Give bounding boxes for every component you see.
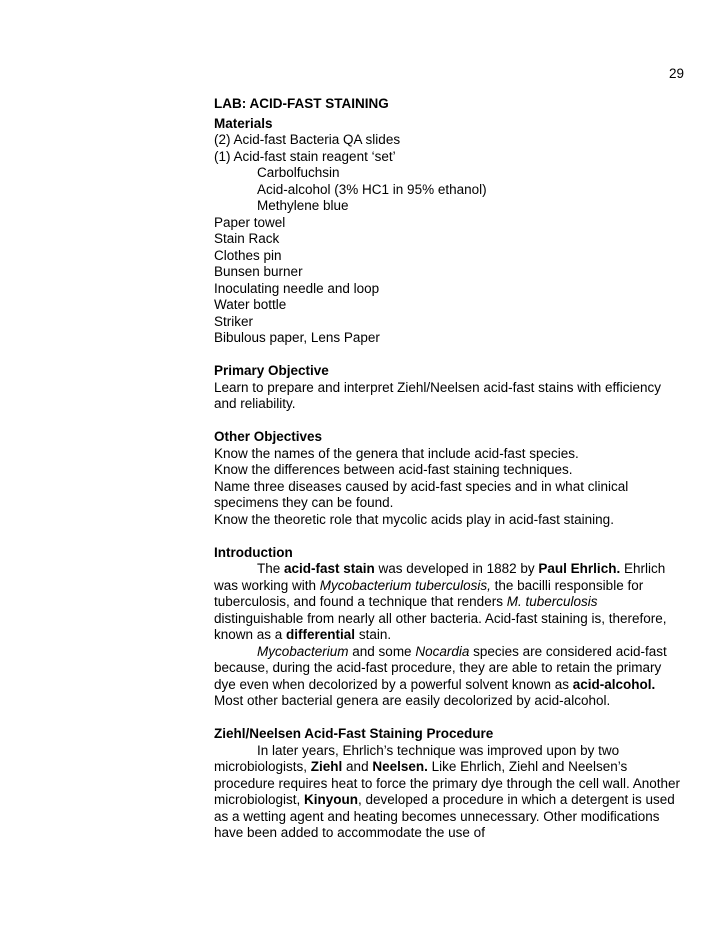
procedure-paragraph-1 <box>214 743 684 842</box>
introduction-paragraph-1 <box>214 561 684 644</box>
materials-item: Bibulous paper, Lens Paper <box>214 330 380 345</box>
lab-title: LAB: ACID-FAST STAINING <box>214 96 389 111</box>
procedure-heading: Ziehl/Neelsen Acid-Fast Staining Procedure <box>214 726 494 741</box>
intro-text: distinguishable from nearly all other bacteria. Acid-fast staining is, therefore, known as a <box>214 610 667 642</box>
introduction-paragraph-2 <box>214 644 684 710</box>
procedure-text: and <box>342 759 373 774</box>
intro-person: Paul Ehrlich. <box>538 561 621 576</box>
intro-text: species are considered acid-fast because, during the acid-fast procedure, they are able to retain the primary dye even when decolorized by a powerful solvent known as <box>214 643 667 692</box>
procedure-text: In later years, Ehrlich’s technique was improved upon by two microbiologists, <box>214 742 620 774</box>
materials-item: (1) Acid-fast stain reagent ‘set’ <box>214 148 396 164</box>
intro-species: Mycobacterium tuberculosis, <box>319 577 491 593</box>
intro-term: acid-fast stain <box>284 561 375 576</box>
page-number: 29 <box>668 66 684 81</box>
materials-item: Paper towel <box>214 214 286 230</box>
procedure-text: , developed a procedure in which a detergent is used as a wetting agent and heating becomes unnecessary. Other modifications have been added to accommodate the use of <box>214 792 675 840</box>
primary-objective-text: Learn to prepare and interpret Ziehl/Neelsen acid-fast stains with efficiency and reliability. <box>214 379 661 411</box>
introduction-heading: Introduction <box>214 544 293 560</box>
other-objectives-heading: Other Objectives <box>214 429 323 444</box>
materials-item: (2) Acid-fast Bacteria QA slides <box>214 132 401 147</box>
intro-text: stain. <box>355 627 392 642</box>
reagent-item: Methylene blue <box>257 198 349 213</box>
objective-item: Name three diseases caused by acid-fast species and in what clinical specimens they can be found. <box>214 478 629 510</box>
reagent-item: Carbolfuchsin <box>257 165 340 180</box>
intro-genus: Mycobacterium <box>257 643 349 659</box>
procedure-person: Kinyoun <box>304 792 359 807</box>
primary-objective-heading: Primary Objective <box>214 363 329 378</box>
materials-item: Inoculating needle and loop <box>214 280 380 296</box>
intro-text: Most other bacterial genera are easily decolorized by acid-alcohol. <box>214 693 611 708</box>
materials-item: Clothes pin <box>214 247 282 263</box>
procedure-person: Ziehl <box>310 759 343 774</box>
objective-item: Know the differences between acid-fast staining techniques. <box>214 462 573 477</box>
intro-text: was developed in 1882 by <box>374 561 539 576</box>
materials-item: Bunsen burner <box>214 264 303 279</box>
intro-genus: Nocardia <box>415 643 470 659</box>
objective-item: Know the names of the genera that include acid-fast species. <box>214 445 579 461</box>
materials-item: Striker <box>214 313 254 329</box>
reagent-item: Acid-alcohol (3% HC1 in 95% ethanol) <box>257 181 487 197</box>
document-body <box>214 96 684 842</box>
materials-heading: Materials <box>214 115 273 131</box>
intro-text: and some <box>348 643 416 659</box>
intro-text: The <box>257 561 285 576</box>
procedure-text: Like Ehrlich, Ziehl and Neelsen’s procedure requires heat to force the primary dye through the cell wall. Another microbiologist, <box>214 759 681 807</box>
procedure-person: Neelsen. <box>372 759 428 774</box>
intro-term: acid-alcohol. <box>572 676 656 692</box>
intro-text: Ehrlich was working with <box>214 561 666 593</box>
materials-item: Stain Rack <box>214 231 280 246</box>
objective-item: Know the theoretic role that mycolic acids play in acid-fast staining. <box>214 511 614 527</box>
intro-species: M. tuberculosis <box>506 594 598 609</box>
intro-term: differential <box>286 627 356 642</box>
intro-text: the bacilli responsible for tuberculosis, and found a technique that renders <box>214 577 644 609</box>
materials-item: Water bottle <box>214 297 287 312</box>
